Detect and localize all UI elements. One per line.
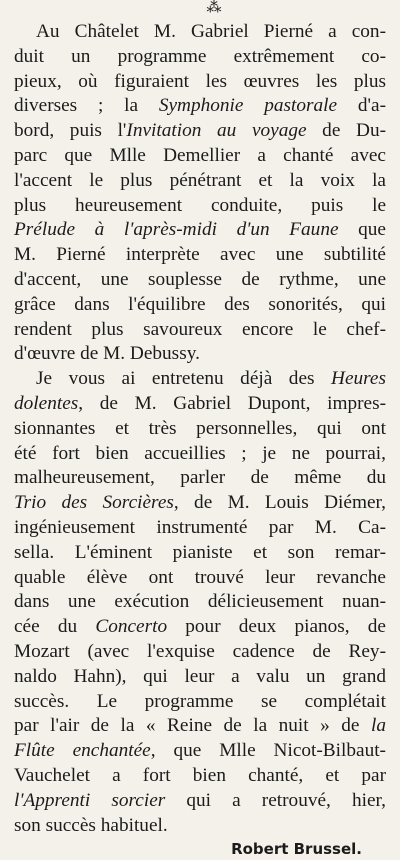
text-line: Flûte enchantée, que Mlle Nicot-Bilbaut-	[14, 740, 386, 762]
text-line: Je vous ai entretenu déjà des Heures	[36, 368, 386, 390]
text-line: naldo Hahn), qui leur a valu un grand	[14, 665, 386, 687]
italic-title: l'Apprenti sorcier	[14, 789, 166, 811]
text-line: dans une exécution délicieusement nuan-	[14, 591, 386, 613]
text-line: été fort bien accueillies ; je ne pourrai,	[14, 442, 386, 464]
text-line: parc que Mlle Demellier a chanté avec	[14, 144, 386, 166]
italic-title: la	[371, 715, 386, 737]
text-line: diverses ; la Symphonie pastorale d'a-	[14, 95, 387, 117]
text-line: malheureusement, parler de même du	[14, 467, 386, 489]
italic-title: Symphonie pastorale	[158, 95, 338, 117]
text-line: bord, puis l'Invitation au voyage de Du-	[14, 120, 387, 142]
text-line: son succès habituel.	[14, 814, 168, 836]
text-line: d'œuvre de M. Debussy.	[14, 343, 200, 365]
italic-title: Heures	[331, 368, 386, 390]
author-signature: Robert Brussel.	[231, 840, 362, 859]
text-line: cée du Concerto pour deux pianos, de	[14, 616, 386, 638]
article-paragraph	[14, 367, 386, 838]
italic-title: Prélude à l'après-midi d'un Faune	[14, 219, 339, 241]
text-line: quable élève ont trouvé leur revanche	[14, 566, 386, 588]
text-line: par l'air de la « Reine de la nuit » de la	[14, 715, 386, 737]
text-line: pieux, où figuraient les œuvres les plus	[14, 70, 386, 92]
italic-title: dolentes	[14, 392, 79, 414]
text-line: l'Apprenti sorcier qui a retrouvé, hier,	[14, 789, 386, 811]
text-line: plus heureusement conduite, puis le	[14, 194, 386, 216]
italic-title: Flûte enchantée	[14, 740, 151, 762]
text-line: grâce dans l'équilibre des sonorités, qui	[14, 293, 386, 315]
italic-title: Trio des Sorcières	[14, 492, 174, 514]
article-paragraph	[14, 20, 386, 367]
text-line: ingénieusement instrumenté par M. Ca-	[14, 516, 386, 538]
text-line: M. Pierné interprète avec une subtilité	[14, 244, 386, 266]
text-line: l'accent le plus pénétrant et la voix la	[14, 169, 386, 191]
text-line: Prélude à l'après-midi d'un Faune que	[14, 219, 386, 241]
text-line: d'accent, une souplesse de rythme, une	[14, 268, 386, 290]
article-body	[14, 20, 386, 838]
text-line: Trio des Sorcières, de M. Louis Diémer,	[14, 492, 386, 514]
text-line: duit un programme extrêmement co-	[14, 45, 386, 67]
asterism-ornament: ⁂	[206, 0, 224, 16]
text-line: succès. Le programme se complétait	[14, 690, 386, 712]
text-line: sionnantes et très personnelles, qui ont	[14, 417, 386, 439]
text-line: Vauchelet a fort bien chanté, et par	[14, 764, 386, 786]
text-line: Au Châtelet M. Gabriel Pierné a con-	[36, 21, 386, 42]
italic-title: Concerto	[95, 616, 168, 638]
text-line: dolentes, de M. Gabriel Dupont, impres-	[14, 392, 386, 414]
text-line: sella. L'éminent pianiste et son remar-	[14, 541, 386, 563]
italic-title: Invitation au voyage	[126, 120, 307, 142]
text-line: rendent plus savoureux encore le chef-	[14, 318, 386, 340]
text-line: Mozart (avec l'exquise cadence de Rey-	[14, 640, 386, 662]
